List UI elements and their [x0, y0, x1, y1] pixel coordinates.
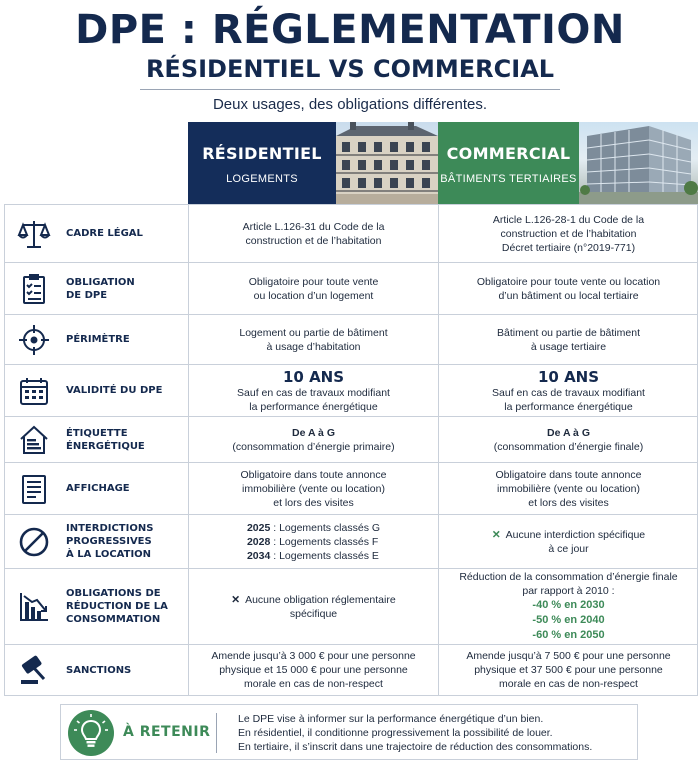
cell-text: physique et 15 000 € pour une personne [219, 664, 408, 676]
cell-text: Réduction de la consommation d’énergie finale [459, 571, 678, 583]
residential-cell [188, 205, 438, 262]
row-label [66, 315, 188, 364]
takeaway-line: Le DPE vise à informer sur la performance énergétique d’un bien. [238, 713, 544, 725]
row-label [66, 463, 188, 514]
cell-text: ou location d’un logement [253, 289, 374, 302]
key-takeaway-box [60, 704, 638, 760]
commercial-cell [438, 569, 698, 644]
commercial-cell [438, 365, 698, 416]
row-label [66, 569, 188, 644]
cell-text-line [244, 677, 383, 691]
rental-ban-text: : Logements classés G [270, 521, 381, 534]
cell-text-line [239, 326, 387, 340]
cell-text: Logement ou partie de bâtiment [239, 326, 388, 339]
commercial-cell [438, 263, 698, 314]
row-label-line: À LA LOCATION [66, 549, 152, 560]
table-row [4, 514, 698, 568]
commercial-title: COMMERCIAL [446, 144, 571, 163]
cell-text: à ce jour [548, 542, 589, 555]
cell-text: Article L.126-28-1 du Code de la [492, 213, 645, 226]
cell-text-line [502, 241, 635, 255]
validity-value: 10 ANS [282, 367, 345, 386]
residential-cell [188, 315, 438, 364]
energy-label-range: De A à G [292, 426, 335, 439]
rental-ban-text: : Logements classés F [270, 535, 379, 548]
scales-icon [4, 205, 64, 262]
cell-text-line [497, 326, 640, 340]
reduction-target: -50 % en 2040 [532, 614, 605, 626]
row-label-line: OBLIGATION [66, 276, 135, 288]
row-label-line: CONSOMMATION [66, 614, 161, 625]
residential-cell [188, 569, 438, 644]
row-label-line: OBLIGATIONS DE [66, 588, 161, 599]
cell-text: d’un bâtiment ou local tertiaire [498, 289, 639, 302]
intro-text: Deux usages, des obligations différentes. [212, 96, 488, 113]
reduction-target: -60 % en 2050 [532, 629, 605, 641]
table-row [4, 262, 698, 314]
residential-cell [188, 263, 438, 314]
cell-text-line [219, 663, 408, 677]
cell-text: construction et de l’habitation [245, 234, 382, 247]
cell-text-line [477, 275, 660, 289]
cell-text: immobilière (vente ou location) [497, 482, 640, 495]
residential-column-header [188, 122, 438, 204]
commercial-label-block [438, 122, 579, 204]
cell-text: Aucune interdiction spécifique [505, 528, 646, 541]
cell-text-line [211, 649, 415, 663]
cell-text-line [498, 289, 638, 303]
cell-text: construction et de l’habitation [500, 227, 637, 240]
cell-text-line [492, 386, 645, 400]
cell-text-line [494, 440, 643, 454]
row-label-line: SANCTIONS [66, 664, 132, 676]
rental-ban-year: 2034 [246, 549, 271, 562]
cell-text: la performance énergétique [249, 400, 378, 413]
cell-text-line [232, 440, 394, 454]
takeaway-line: En résidentiel, il conditionne progressivement la possibilité de louer. [238, 727, 553, 739]
cell-text: par rapport à 2010 : [522, 585, 615, 597]
cell-text-line [245, 234, 381, 248]
commercial-cell [438, 205, 698, 262]
cell-text: Obligatoire dans toute annonce [495, 468, 642, 481]
cell-text: Amende jusqu’à 7 500 € pour une personne [466, 650, 671, 662]
row-label [66, 515, 188, 568]
rental-ban-year: 2028 [246, 535, 271, 548]
cell-text: (consommation d’énergie primaire) [232, 440, 395, 453]
cell-text-line [492, 528, 645, 542]
cell-text-line [273, 496, 354, 510]
residential-cell [188, 463, 438, 514]
cell-text: Bâtiment ou partie de bâtiment [496, 326, 640, 339]
cell-text: spécifique [289, 607, 338, 620]
table-row [4, 462, 698, 514]
commercial-column-header [438, 122, 698, 204]
cell-text-line [548, 542, 588, 556]
lightbulb-icon [68, 710, 114, 756]
commercial-cell [438, 417, 698, 462]
row-label [66, 417, 188, 462]
page-title: DPE : RÉGLEMENTATION [75, 7, 625, 53]
cell-text: morale en cas de non-respect [244, 678, 383, 690]
commercial-building-image [579, 122, 698, 204]
cell-text: Aucune obligation réglementaire [245, 593, 396, 606]
row-label-line: CADRE LÉGAL [66, 228, 143, 239]
takeaway-divider [216, 713, 217, 753]
residential-cell [188, 645, 438, 695]
cell-text: à usage d’habitation [266, 340, 361, 353]
row-label-line: RÉDUCTION DE LA [66, 601, 168, 612]
residential-subtitle: LOGEMENTS [226, 173, 298, 185]
row-label [66, 645, 188, 695]
row-label-line: AFFICHAGE [66, 483, 130, 494]
residential-cell [188, 365, 438, 416]
cross-icon: ✕ [231, 593, 241, 606]
cell-text-line [267, 340, 361, 354]
commercial-cell [438, 315, 698, 364]
rental-ban-schedule [247, 521, 380, 563]
takeaway-line: En tertiaire, il s’inscrit dans une trajectoire de réduction des consommations. [238, 741, 593, 753]
cell-text-line [474, 663, 663, 677]
checklist-icon [4, 263, 64, 314]
cell-text-line [237, 386, 390, 400]
crosshair-icon [4, 315, 64, 364]
cell-text-line [459, 570, 677, 584]
rental-ban-item [247, 535, 380, 549]
table-row [4, 644, 698, 696]
prohibited-icon [4, 515, 64, 568]
cell-text: Obligatoire pour toute vente [248, 275, 379, 288]
commercial-cell [438, 463, 698, 514]
cell-text-line [249, 400, 377, 414]
cell-text-line [231, 593, 395, 607]
validity-value: 10 ANS [537, 367, 600, 386]
rental-ban-item [247, 549, 380, 563]
cell-text: et lors des visites [528, 496, 609, 509]
row-label-line: INTERDICTIONS [66, 523, 154, 534]
cell-text-line [497, 482, 640, 496]
cell-text-line [496, 468, 642, 482]
cell-text-line [499, 677, 638, 691]
commercial-subtitle: BÂTIMENTS TERTIAIRES [440, 173, 577, 185]
gavel-icon [4, 645, 64, 695]
row-label-line: DE DPE [66, 289, 108, 301]
cell-text: immobilière (vente ou location) [242, 482, 385, 495]
cell-text-line [249, 275, 379, 289]
house-label-icon [4, 417, 64, 462]
takeaway-text [238, 712, 592, 754]
decreasing-chart-icon [4, 569, 64, 644]
energy-label-range: De A à G [547, 426, 590, 439]
cell-text-line [531, 340, 606, 354]
cell-text-line [242, 482, 385, 496]
cell-text: (consommation d’énergie finale) [493, 440, 644, 453]
cell-text-line [528, 496, 609, 510]
residential-label-block [188, 122, 336, 204]
residential-cell [188, 515, 438, 568]
row-label-line: PÉRIMÈTRE [66, 334, 130, 345]
cell-text-line [504, 400, 632, 414]
rental-ban-item [247, 521, 380, 535]
cell-text-line [493, 213, 644, 227]
residential-building-image [336, 122, 438, 204]
table-row [4, 204, 698, 262]
commercial-cell [438, 515, 698, 568]
rental-ban-year: 2025 [246, 521, 271, 534]
check-cross-icon: ✕ [491, 528, 501, 541]
table-row [4, 364, 698, 416]
row-label-line: VALIDITÉ DU DPE [66, 385, 163, 396]
table-row [4, 416, 698, 462]
cell-text-line [243, 220, 385, 234]
table-row [4, 568, 698, 644]
residential-cell [188, 417, 438, 462]
row-label-line: ÉNERGÉTIQUE [66, 440, 145, 452]
cell-text-line [522, 584, 614, 598]
cell-text-line [466, 649, 670, 663]
cell-text: à usage tertiaire [530, 340, 607, 353]
row-label-line: PROGRESSIVES [66, 536, 152, 547]
cell-text: Article L.126-31 du Code de la [242, 220, 385, 233]
takeaway-title: À RETENIR [123, 724, 211, 740]
title-divider [140, 89, 560, 90]
calendar-icon [4, 365, 64, 416]
row-label [66, 205, 188, 262]
document-icon [4, 463, 64, 514]
cell-text-line [241, 468, 387, 482]
cell-text-line [290, 607, 337, 621]
cell-text: la performance énergétique [504, 400, 633, 413]
cell-text: Décret tertiaire (n°2019-771) [501, 241, 636, 254]
cell-text: morale en cas de non-respect [499, 678, 638, 690]
reduction-target: -40 % en 2030 [532, 599, 605, 611]
commercial-cell [438, 645, 698, 695]
rental-ban-text: : Logements classés E [270, 549, 379, 562]
cell-text: et lors des visites [273, 496, 354, 509]
cell-text: Amende jusqu’à 3 000 € pour une personne [211, 650, 416, 662]
cell-text-line [254, 289, 374, 303]
cell-text: Sauf en cas de travaux modifiant [492, 386, 645, 399]
row-label [66, 263, 188, 314]
row-label [66, 365, 188, 416]
page-subtitle: RÉSIDENTIEL VS COMMERCIAL [145, 55, 555, 83]
cell-text-line [500, 227, 636, 241]
cell-text: Obligatoire dans toute annonce [240, 468, 387, 481]
cell-text: Sauf en cas de travaux modifiant [237, 386, 390, 399]
residential-title: RÉSIDENTIEL [202, 144, 322, 163]
table-row [4, 314, 698, 364]
cell-text: physique et 37 500 € pour une personne [474, 664, 663, 676]
cell-text: Obligatoire pour toute vente ou location [476, 275, 661, 288]
row-label-line: ÉTIQUETTE [66, 427, 128, 439]
